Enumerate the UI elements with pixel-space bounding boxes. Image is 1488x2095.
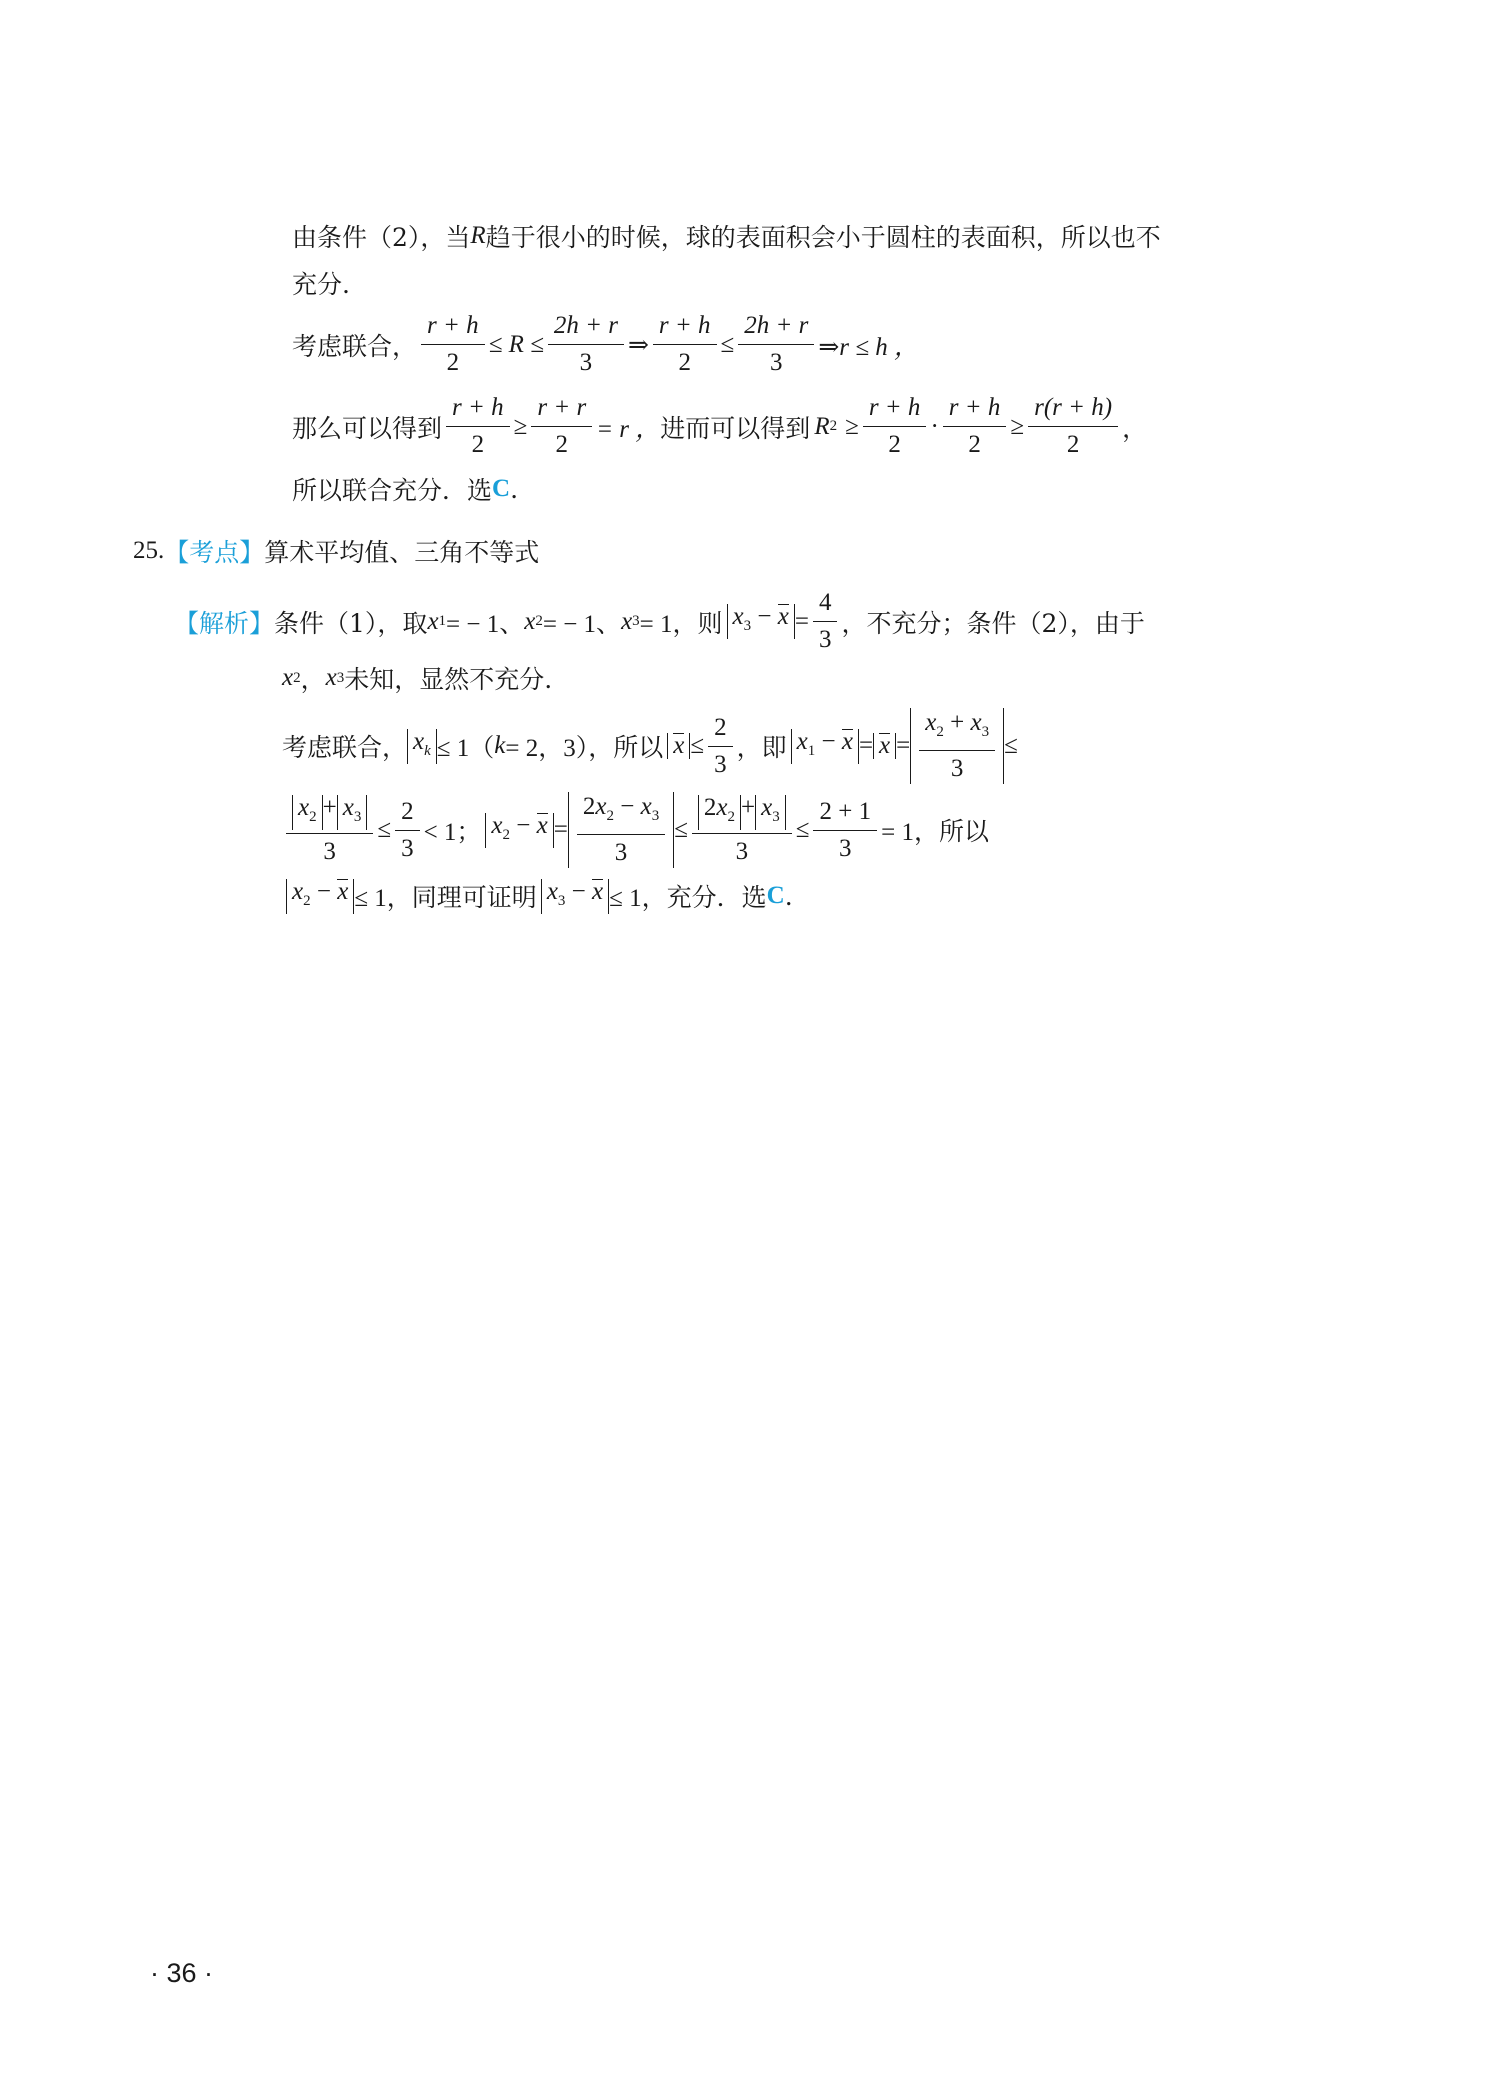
- subscript: 3: [336, 669, 345, 686]
- math-symbol: x: [732, 603, 744, 630]
- mean-x: x: [337, 877, 349, 905]
- math-line: [286, 878, 793, 914]
- text: 条件（1），取: [274, 608, 428, 638]
- absolute-value: [485, 813, 553, 848]
- text: 考虑联合，: [282, 733, 408, 762]
- math-text: ≤: [795, 816, 810, 843]
- math-text: ⇒r ≤ h ，: [818, 333, 920, 361]
- denominator: 3: [818, 626, 832, 653]
- subscript: 2: [727, 809, 736, 825]
- math-text: ，: [1122, 415, 1148, 443]
- absolute-value: [698, 795, 741, 830]
- page-number: · 36 ·: [150, 1958, 214, 1988]
- numerator: r + h: [421, 311, 485, 345]
- math-symbol: x: [491, 811, 503, 839]
- analysis-tag: 【解析】: [174, 608, 275, 638]
- denominator: 2: [555, 431, 569, 458]
- math-text: ≤ 1，同理可证明: [354, 885, 537, 912]
- denominator: 3: [714, 750, 727, 778]
- numerator: [919, 708, 995, 751]
- absolute-value: [568, 792, 674, 868]
- math-text: = − 1、: [446, 610, 525, 638]
- math-text: ⇒: [627, 331, 649, 359]
- subscript: 2: [293, 669, 301, 686]
- fraction: [286, 793, 373, 867]
- question-number: 25.: [133, 537, 165, 564]
- absolute-value: [791, 729, 859, 764]
- math-symbol: x: [640, 793, 652, 820]
- math-symbol: x: [761, 794, 773, 821]
- numerator: r + h: [653, 311, 717, 345]
- numerator: 2 + 1: [813, 797, 877, 831]
- fraction: [813, 797, 877, 864]
- math-text: = 1，所以: [881, 819, 989, 846]
- question-header: [133, 533, 539, 569]
- fraction: [863, 393, 927, 460]
- text: 趋于很小的时候，球的表面积会小于圆柱的表面积，所以也不: [485, 223, 1161, 252]
- math-symbol: x: [524, 607, 536, 635]
- math-text: =: [858, 732, 874, 759]
- math-symbol: x: [413, 727, 425, 755]
- text-line: [292, 471, 518, 507]
- math-text: ≥: [845, 412, 859, 440]
- topic: 算术平均值、三角不等式: [264, 538, 540, 567]
- text: 那么可以得到: [292, 413, 443, 443]
- math-text: = r ，: [596, 415, 661, 443]
- denominator: 3: [323, 838, 336, 865]
- denominator: 3: [401, 834, 414, 862]
- subscript: 3: [651, 808, 660, 824]
- math-line: [282, 708, 1018, 784]
- math-symbol: x: [970, 709, 982, 736]
- math-text: = 2，3），所以: [505, 735, 664, 762]
- numerator: 2: [708, 713, 733, 747]
- math-symbol: x: [621, 607, 633, 635]
- math-text: < 1；: [423, 819, 482, 846]
- denominator: 3: [770, 349, 783, 376]
- math-text: +: [950, 709, 965, 736]
- math-symbol: x: [325, 664, 337, 691]
- fraction: [421, 311, 485, 378]
- math-symbol: x: [282, 664, 294, 691]
- absolute-value: [292, 795, 323, 830]
- text: 由条件（2），当: [292, 223, 471, 252]
- fraction: [738, 311, 814, 378]
- math-text: +: [322, 794, 337, 821]
- answer-choice: C: [492, 475, 511, 502]
- fraction: [692, 793, 792, 867]
- numerator: 2h + r: [738, 311, 814, 345]
- topic-tag: 【考点】: [164, 538, 265, 567]
- fraction: [813, 588, 838, 655]
- text: ，: [300, 665, 326, 694]
- numerator: r + r: [531, 393, 592, 427]
- math-text: ≤: [674, 816, 688, 843]
- answer-choice: C: [766, 882, 785, 909]
- math-text: ≤: [377, 816, 392, 843]
- denominator: 2: [471, 431, 485, 458]
- numerator: [577, 792, 665, 835]
- fraction: [708, 713, 733, 780]
- math-symbol: x: [546, 877, 558, 905]
- math-symbol: x: [292, 877, 304, 905]
- math-text: =: [896, 732, 911, 759]
- fraction: [577, 792, 665, 868]
- text: 所以联合充分．选: [292, 476, 493, 505]
- denominator: 3: [579, 349, 593, 376]
- mean-x: x: [879, 732, 891, 759]
- subscript: 1: [438, 613, 447, 629]
- subscript: k: [424, 742, 431, 759]
- mean-x: x: [777, 603, 789, 630]
- denominator: 2: [678, 349, 691, 376]
- subscript: 3: [743, 618, 752, 634]
- fraction: [1028, 393, 1118, 460]
- math-text: ≤ 1（: [436, 735, 495, 762]
- math-text: ≥: [1010, 412, 1025, 440]
- math-text: ·: [930, 412, 939, 440]
- math-text: −: [821, 727, 836, 755]
- text-line: [292, 265, 350, 301]
- numerator: 2: [395, 797, 420, 831]
- denominator: 2: [968, 431, 981, 458]
- math-text: ≤: [720, 330, 735, 358]
- math-text: −: [571, 877, 586, 905]
- mean-x: x: [536, 811, 548, 839]
- denominator: 2: [1066, 431, 1080, 458]
- absolute-value: [755, 795, 786, 830]
- fraction: [446, 393, 510, 460]
- mean-x: x: [592, 877, 604, 905]
- numerator: [286, 793, 373, 834]
- math-text: −: [757, 603, 772, 630]
- subscript: 2: [936, 724, 944, 740]
- math-symbol: x: [925, 709, 937, 736]
- math-symbol: x: [427, 607, 439, 635]
- denominator: 3: [735, 838, 749, 865]
- mean-x: x: [841, 727, 853, 755]
- absolute-value: [407, 729, 437, 764]
- math-text: ≤: [690, 732, 705, 759]
- numerator: r + h: [446, 393, 510, 427]
- fraction: [531, 393, 592, 460]
- math-line: [292, 311, 919, 378]
- math-symbol: x: [796, 727, 808, 755]
- subscript: 2: [606, 808, 614, 824]
- math-symbol: R: [814, 412, 830, 440]
- math-text: ≤: [1004, 732, 1018, 759]
- coefficient: 2: [582, 793, 596, 820]
- text-line: [282, 660, 552, 696]
- absolute-value: [541, 879, 609, 914]
- math-text: = − 1、: [542, 610, 622, 638]
- text: .: [510, 474, 519, 504]
- math-symbol: x: [595, 793, 607, 820]
- fraction: [919, 708, 995, 784]
- numerator: 2h + r: [548, 311, 624, 345]
- numerator: r + h: [943, 393, 1007, 427]
- denominator: 3: [614, 839, 628, 866]
- absolute-value: [286, 879, 354, 914]
- math-line: [282, 792, 989, 868]
- denominator: 3: [839, 834, 852, 862]
- denominator: 3: [950, 755, 964, 782]
- subscript: 3: [557, 892, 566, 909]
- math-text: +: [741, 794, 756, 821]
- numerator: [692, 793, 792, 834]
- numerator: r + h: [863, 393, 927, 427]
- math-text: ≤ 1，充分．选: [609, 885, 767, 912]
- subscript: 3: [772, 809, 780, 825]
- text-line: [292, 218, 1161, 254]
- absolute-value: [337, 795, 368, 830]
- subscript: 2: [303, 892, 311, 909]
- math-symbol: x: [342, 794, 354, 821]
- text: 考虑联合，: [292, 331, 418, 361]
- denominator: 2: [888, 431, 901, 458]
- math-text: −: [620, 793, 635, 820]
- math-text: −: [316, 877, 331, 905]
- text: .: [784, 881, 793, 911]
- math-text: = 1，则: [639, 610, 723, 638]
- math-line: [292, 393, 1147, 460]
- fraction: [548, 311, 624, 378]
- text: 未知，显然不充分.: [344, 665, 553, 694]
- coefficient: 2: [703, 794, 717, 821]
- math-symbol: x: [716, 794, 728, 821]
- text: 进而可以得到: [660, 413, 811, 443]
- subscript: 3: [632, 613, 640, 629]
- text: ，不充分；条件（2），由于: [841, 608, 1145, 638]
- subscript: 2: [535, 613, 543, 629]
- analysis-line: [174, 588, 1145, 655]
- subscript: 2: [502, 826, 511, 843]
- fraction: [395, 797, 420, 864]
- text: ，即: [736, 733, 787, 762]
- absolute-value: [667, 733, 690, 759]
- math-text: ≤ R ≤: [488, 330, 544, 358]
- fraction: [943, 393, 1007, 460]
- math-text: =: [553, 816, 568, 843]
- mean-x: x: [673, 732, 685, 759]
- subscript: 1: [807, 742, 816, 759]
- math-symbol: x: [298, 794, 310, 821]
- absolute-value: [873, 733, 896, 759]
- absolute-value: [910, 708, 1004, 784]
- numerator: 4: [813, 588, 838, 622]
- math-text: ≥: [513, 412, 528, 440]
- math-text: −: [516, 811, 531, 839]
- math-symbol: k: [494, 732, 506, 759]
- subscript: 3: [981, 724, 990, 740]
- math-symbol: R: [470, 222, 486, 249]
- numerator: r(r + h): [1028, 393, 1118, 427]
- denominator: 2: [446, 349, 460, 376]
- math-text: =: [794, 607, 809, 635]
- fraction: [653, 311, 717, 378]
- subscript: 2: [309, 809, 317, 825]
- subscript: 3: [353, 809, 362, 825]
- absolute-value: [727, 604, 795, 639]
- superscript: 2: [829, 418, 838, 434]
- text: 充分.: [292, 270, 350, 299]
